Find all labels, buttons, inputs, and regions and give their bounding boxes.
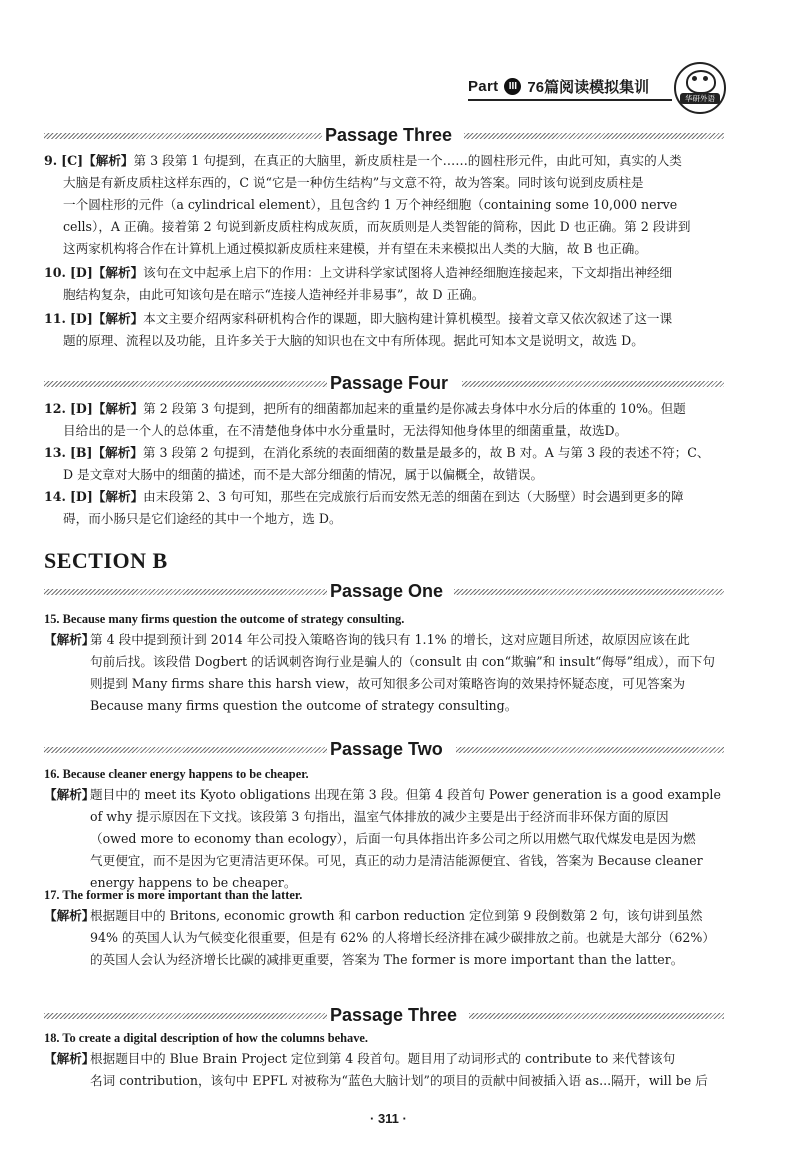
analysis-block: [44, 784, 724, 894]
analysis-line: 根据题目中的 Britons, economic growth 和 carbon reduction 定位到第 9 段倒数第 2 句，该句讲到虽然: [90, 908, 703, 923]
banner-hatch-left: [44, 381, 329, 387]
item-answer: [D]: [69, 311, 93, 326]
question-line: 17. The former is more important than the latter.: [44, 888, 303, 902]
analysis-line: 第 3 段第 2 句提到，在消化系统的表面细菌的数量是最多的，故 B 对。A 与第 3 段的表述不符；C、: [142, 445, 710, 460]
banner-hatch-left: [44, 589, 329, 595]
answer-item: [44, 442, 724, 486]
analysis-tag: 【解析】: [92, 445, 143, 460]
analysis-line: 句前后找。该段借 Dogbert 的话讽刺咨询行业是骗人的（consult 由 con“欺骗”和 insult“侮辱”组成），而下句: [90, 654, 715, 669]
analysis-line: 根据题目中的 Blue Brain Project 定位到第 4 段首句。题目用了动词形式的 contribute to 来代替该句: [90, 1051, 676, 1066]
banner-hatch-right: [456, 747, 724, 753]
analysis-line: 大脑是有新皮质柱这样东西的，C 说“它是一种仿生结构”与文意不符，故为答案。同时该句说到皮质柱是: [63, 175, 644, 190]
part-numeral-badge: III: [504, 78, 521, 95]
analysis-tag: 【解析】: [44, 1051, 95, 1066]
analysis-line: 94% 的英国人认为气候变化很重要，但是有 62% 的人将增长经济排在减少碳排放之前。也就是大部分（62%）: [90, 930, 715, 945]
analysis-line: （owed more to economy than ecology），后面一句具体指出许多公司之所以用燃气取代煤发电是因为燃: [90, 831, 696, 846]
item-answer: [B]: [69, 445, 93, 460]
frog-logo-icon: [674, 62, 726, 114]
analysis-line: 该句在文中起承上启下的作用：上文讲科学家试图将人造神经细胞连接起来，下文却指出神经细: [143, 265, 673, 280]
part-label: Part: [468, 78, 499, 95]
item-number: 11.: [44, 311, 66, 326]
section-heading: SECTION B: [44, 548, 168, 573]
analysis-block: [44, 629, 724, 717]
analysis-line: 本文主要介绍两家科研机构合作的课题，即大脑构建计算机模型。接着文章又依次叙述了这一课: [143, 311, 673, 326]
passage-title: Passage Three: [327, 1004, 460, 1026]
item-answer: [C]: [61, 153, 84, 168]
analysis-line: 题的原理、流程以及功能，且许多关于大脑的知识也在文中有所体现。据此可知本文是说明文，故选 D。: [63, 333, 644, 348]
analysis-line: 碍，而小肠只是它们途经的其中一个地方，选 D。: [63, 511, 342, 526]
analysis-tag: 【解析】: [44, 908, 95, 923]
analysis-line: energy happens to be cheaper。: [90, 875, 297, 890]
banner-hatch-left: [44, 747, 329, 753]
banner-hatch-left: [44, 133, 324, 139]
logo-eye-right: [703, 76, 708, 81]
analysis-block: [44, 905, 724, 971]
item-number: 12.: [44, 401, 66, 416]
analysis-line: 的英国人会认为经济增长比碳的减排更重要，答案为 The former is more important than the latter。: [90, 952, 684, 967]
answer-item: [44, 308, 724, 352]
banner-hatch-right: [454, 589, 724, 595]
banner-hatch-left: [44, 1013, 329, 1019]
analysis-tag: 【解析】: [92, 401, 144, 416]
passage-banner: [44, 580, 724, 602]
item-number: 10.: [44, 265, 66, 280]
passage-banner: [44, 738, 724, 760]
item-answer: [D]: [69, 265, 93, 280]
analysis-line: 气更便宜，而不是因为它更清洁更环保。可见，真正的动力是清洁能源便宜、省钱，答案为 Because cleaner: [90, 853, 703, 868]
passage-banner: [44, 372, 724, 394]
item-answer: [D]: [69, 401, 93, 416]
banner-hatch-right: [464, 133, 724, 139]
logo-face: [686, 70, 716, 94]
answer-item: [44, 262, 724, 306]
item-answer: [D]: [69, 489, 93, 504]
question-line: 15. Because many firms question the outcome of strategy consulting.: [44, 612, 405, 626]
analysis-line: 题目中的 meet its Kyoto obligations 出现在第 3 段。但第 4 段首句 Power generation is a good example: [90, 787, 721, 802]
passage-title: Passage Two: [327, 738, 446, 760]
passage-banner: [44, 124, 724, 146]
running-header: [468, 76, 649, 97]
analysis-tag: 【解析】: [92, 265, 144, 280]
header-rule: [468, 99, 672, 101]
analysis-line: 目给出的是一个人的总体重，在不清楚他身体中水分重量时，无法得知他身体里的细菌重量，故选D。: [63, 423, 628, 438]
header-title: 76篇阅读模拟集训: [527, 79, 650, 96]
analysis-tag: 【解析】: [92, 489, 144, 504]
analysis-tag: 【解析】: [44, 787, 95, 802]
answer-item: [44, 398, 724, 442]
analysis-tag: 【解析】: [44, 632, 95, 647]
analysis-tag: 【解析】: [83, 153, 134, 168]
question-line: 16. Because cleaner energy happens to be cheaper.: [44, 767, 309, 781]
analysis-block: [44, 1048, 724, 1092]
passage-title: Passage One: [327, 580, 446, 602]
answer-item: [44, 486, 724, 530]
passage-title: Passage Three: [322, 124, 455, 146]
logo-eye-left: [692, 76, 697, 81]
analysis-line: Because many firms question the outcome of strategy consulting。: [90, 698, 518, 713]
analysis-line: 第 4 段中提到预计到 2014 年公司投入策略咨询的钱只有 1.1% 的增长，这对应题目所述，故原因应该在此: [90, 632, 690, 647]
passage-title: Passage Four: [327, 372, 451, 394]
banner-hatch-right: [462, 381, 724, 387]
answer-item: [44, 150, 724, 260]
analysis-line: 一个圆柱形的元件（a cylindrical element），且包含约 1 万个神经细胞（containing some 10,000 nerve: [63, 197, 678, 212]
item-number: 9.: [44, 153, 58, 168]
analysis-line: 则提到 Many firms share this harsh view，故可知很多公司对策略咨询的效果持怀疑态度，可见答案为: [90, 676, 686, 691]
analysis-line: cells），A 正确。接着第 2 句说到新皮质柱构成灰质，而灰质则是人类智能的简称，因此 D 也正确。第 2 段讲到: [63, 219, 691, 234]
passage-banner: [44, 1004, 724, 1026]
analysis-line: 胞结构复杂，由此可知该句是在暗示“连接人造神经并非易事”，故 D 正确。: [63, 287, 485, 302]
item-number: 14.: [44, 489, 66, 504]
analysis-line: 这两家机构将合作在计算机上通过模拟新皮质柱来建模，并有望在未来模拟出人类的大脑，故 B 也正确。: [63, 241, 647, 256]
analysis-tag: 【解析】: [92, 311, 144, 326]
analysis-line: 第 3 段第 1 句提到，在真正的大脑里，新皮质柱是一个……的圆柱形元件，由此可知，真实的人类: [133, 153, 682, 168]
analysis-line: 第 2 段第 3 句提到，把所有的细菌都加起来的重量约是你减去身体中水分后的体重的 10%。但题: [143, 401, 686, 416]
analysis-line: 名词 contribution，该句中 EPFL 对被称为“蓝色大脑计划”的项目的贡献中间被插入语 as...隔开，will be 后: [90, 1073, 708, 1088]
logo-text: 华研外语: [680, 93, 720, 104]
analysis-line: D 是文章对大肠中的细菌的描述，而不是大部分细菌的情况，属于以偏概全，故错误。: [63, 467, 544, 482]
page-number: · 311 ·: [370, 1111, 407, 1126]
item-number: 13.: [44, 445, 66, 460]
analysis-line: of why 提示原因在下文找。该段第 3 句指出，温室气体排放的减少主要是出于经济而非环保方面的原因: [90, 809, 669, 824]
banner-hatch-right: [469, 1013, 724, 1019]
question-line: 18. To create a digital description of how the columns behave.: [44, 1031, 368, 1045]
analysis-line: 由末段第 2、3 句可知，那些在完成旅行后而安然无恙的细菌在到达（大肠壁）时会遇到更多的障: [143, 489, 684, 504]
